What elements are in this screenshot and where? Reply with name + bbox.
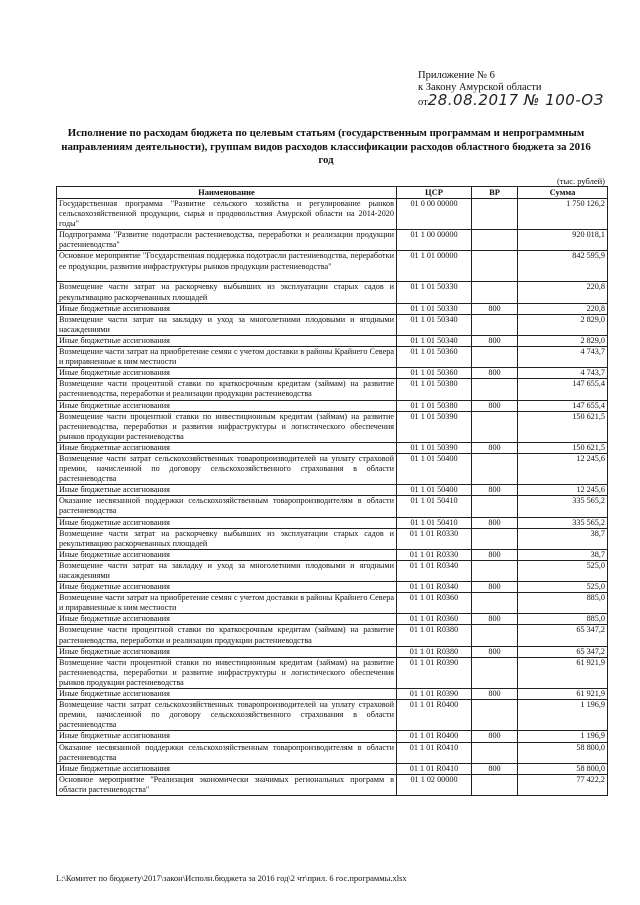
row-vr-code (472, 230, 518, 251)
row-name: Оказание несвязанной поддержки сельскохозяйственным товаропроизводителям в области растениеводства (57, 496, 397, 517)
row-sum: 65 347,2 (518, 646, 608, 657)
row-sum: 1 196,9 (518, 731, 608, 742)
row-vr-code: 800 (472, 303, 518, 314)
row-vr-code (472, 657, 518, 688)
table-row (57, 742, 608, 763)
row-name: Иные бюджетные ассигнования (57, 582, 397, 593)
row-sum: 38,7 (518, 549, 608, 560)
table-row (57, 560, 608, 581)
row-vr-code: 800 (472, 400, 518, 411)
file-path-footer: L:\Комитет по бюджету\2017\закон\Исполн.бюджета за 2016 год\2 чт\прил. 6 гос.программы.xlsx (56, 873, 407, 883)
row-name: Возмещение части затрат сельскохозяйственных товаропроизводителей на уплату страховой премии, начисленной по договору сельскохозяйственного страхования в области растениеводства (57, 700, 397, 731)
row-vr-code (472, 199, 518, 230)
row-csr-code: 01 1 01 50380 (397, 379, 472, 400)
row-sum: 4 743,7 (518, 347, 608, 368)
table-row (57, 199, 608, 230)
row-name: Возмещение части затрат на закладку и уход за многолетними плодовыми и ягодными насаждениями (57, 560, 397, 581)
table-row (57, 303, 608, 314)
row-name: Основное мероприятие "Государственная поддержка подотрасли растениеводства, переработки ее продукции, развития инфраструктуры рынков продукции растениеводства" (57, 251, 397, 282)
row-name: Возмещение части процентной ставки по инвестиционным кредитам (займам) на развитие растениеводства, переработки и развития инфраструктуры и логистического обеспечения рынков продукции растениеводства (57, 411, 397, 442)
row-csr-code: 01 1 01 R0380 (397, 625, 472, 646)
row-vr-code: 800 (472, 368, 518, 379)
table-row (57, 485, 608, 496)
row-name: Государственная программа "Развитие сельского хозяйства и регулирование рынков сельскохозяйственной продукции, сырья и продовольствия Амурской области на 2014-2020 годы" (57, 199, 397, 230)
row-sum: 12 245,6 (518, 453, 608, 484)
row-vr-code (472, 560, 518, 581)
row-sum: 65 347,2 (518, 625, 608, 646)
row-csr-code: 01 1 01 50380 (397, 400, 472, 411)
row-csr-code: 01 1 01 R0340 (397, 582, 472, 593)
row-sum: 920 018,1 (518, 230, 608, 251)
row-csr-code: 01 1 01 50330 (397, 282, 472, 303)
row-csr-code: 01 1 01 R0390 (397, 689, 472, 700)
table-row (57, 282, 608, 303)
table-row (57, 442, 608, 453)
row-name: Возмещение части затрат на раскорчевку выбывших из эксплуатации старых садов и рекультивацию раскорчеванных площадей (57, 282, 397, 303)
row-name: Иные бюджетные ассигнования (57, 689, 397, 700)
row-vr-code: 800 (472, 549, 518, 560)
row-name: Возмещение части процентной ставки по краткосрочным кредитам (займам) на развитие растениеводства, переработки и реализации продукции растениеводства (57, 379, 397, 400)
handwritten-date-number: 28.08.2017 № 100-ОЗ (427, 91, 604, 109)
table-row (57, 625, 608, 646)
table-row (57, 496, 608, 517)
row-sum: 842 595,9 (518, 251, 608, 282)
row-name: Иные бюджетные ассигнования (57, 731, 397, 742)
row-name: Возмещение части затрат на раскорчевку выбывших из эксплуатации старых садов и рекультивацию раскорчеванных площадей (57, 528, 397, 549)
table-row (57, 347, 608, 368)
row-name: Возмещение части затрат сельскохозяйственных товаропроизводителей на уплату страховой премии, начисленной по договору сельскохозяйственного страхования в области растениеводства (57, 453, 397, 484)
row-csr-code: 01 1 01 00000 (397, 251, 472, 282)
row-csr-code: 01 1 01 R0400 (397, 700, 472, 731)
table-row (57, 731, 608, 742)
row-name: Возмещение части затрат на приобретение семян с учетом доставки в районы Крайнего Севера и приравненные к ним местности (57, 347, 397, 368)
document-title: Исполнение по расходам бюджета по целевым статьям (государственным программам и непрограммным направлениям деятельности), группам видов расходов классификации расходов областного бюджета за 2016 год (61, 127, 591, 166)
row-csr-code: 01 1 02 00000 (397, 774, 472, 795)
row-csr-code: 01 1 01 50390 (397, 442, 472, 453)
row-name: Подпрограмма "Развитие подотрасли растениеводства, переработки и реализации продукции растениеводства" (57, 230, 397, 251)
row-sum: 1 750 126,2 (518, 199, 608, 230)
units-label: (тыс. рублей) (556, 176, 605, 186)
row-sum: 150 621,5 (518, 411, 608, 442)
row-csr-code: 01 1 01 50330 (397, 303, 472, 314)
row-csr-code: 01 1 01 R0380 (397, 646, 472, 657)
table-row (57, 400, 608, 411)
row-csr-code: 01 0 00 00000 (397, 199, 472, 230)
row-name: Иные бюджетные ассигнования (57, 303, 397, 314)
row-csr-code: 01 1 01 R0390 (397, 657, 472, 688)
row-name: Иные бюджетные ассигнования (57, 335, 397, 346)
row-sum: 1 196,9 (518, 700, 608, 731)
row-vr-code (472, 528, 518, 549)
row-sum: 2 829,0 (518, 314, 608, 335)
row-vr-code (472, 593, 518, 614)
row-sum: 220,8 (518, 303, 608, 314)
table-row (57, 528, 608, 549)
row-vr-code: 800 (472, 763, 518, 774)
row-name: Иные бюджетные ассигнования (57, 517, 397, 528)
row-csr-code: 01 1 01 R0340 (397, 560, 472, 581)
row-csr-code: 01 1 01 R0410 (397, 763, 472, 774)
row-vr-code (472, 625, 518, 646)
row-sum: 61 921,9 (518, 689, 608, 700)
row-sum: 58 800,0 (518, 742, 608, 763)
row-name: Возмещение части затрат на приобретение семян с учетом доставки в районы Крайнего Севера и приравненные к ним местности (57, 593, 397, 614)
row-csr-code: 01 1 01 R0360 (397, 593, 472, 614)
header-sum: Сумма (518, 187, 608, 199)
table-row (57, 314, 608, 335)
table-row (57, 251, 608, 282)
appendix-date-line (418, 91, 618, 109)
row-sum: 4 743,7 (518, 368, 608, 379)
row-name: Иные бюджетные ассигнования (57, 368, 397, 379)
row-name: Иные бюджетные ассигнования (57, 614, 397, 625)
row-csr-code: 01 1 01 50360 (397, 347, 472, 368)
row-vr-code (472, 251, 518, 282)
table-row (57, 614, 608, 625)
row-name: Иные бюджетные ассигнования (57, 400, 397, 411)
row-vr-code: 800 (472, 517, 518, 528)
header-name: Наименование (57, 187, 397, 199)
row-vr-code (472, 700, 518, 731)
row-sum: 147 655,4 (518, 400, 608, 411)
row-name: Возмещение части затрат на закладку и уход за многолетними плодовыми и ягодными насаждениями (57, 314, 397, 335)
row-vr-code (472, 282, 518, 303)
table-row (57, 335, 608, 346)
row-csr-code: 01 1 01 50410 (397, 496, 472, 517)
table-row (57, 549, 608, 560)
row-csr-code: 01 1 01 50410 (397, 517, 472, 528)
row-sum: 525,0 (518, 582, 608, 593)
row-csr-code: 01 1 00 00000 (397, 230, 472, 251)
row-vr-code (472, 347, 518, 368)
row-csr-code: 01 1 01 50390 (397, 411, 472, 442)
row-sum: 2 829,0 (518, 335, 608, 346)
row-name: Иные бюджетные ассигнования (57, 646, 397, 657)
row-csr-code: 01 1 01 R0330 (397, 528, 472, 549)
row-vr-code (472, 453, 518, 484)
row-sum: 335 565,2 (518, 496, 608, 517)
row-sum: 220,8 (518, 282, 608, 303)
table-row (57, 774, 608, 795)
row-sum: 335 565,2 (518, 517, 608, 528)
row-vr-code (472, 411, 518, 442)
row-vr-code: 800 (472, 689, 518, 700)
row-vr-code (472, 314, 518, 335)
row-csr-code: 01 1 01 50360 (397, 368, 472, 379)
row-sum: 885,0 (518, 593, 608, 614)
appendix-law-reference: к Закону Амурской области (418, 82, 542, 93)
row-csr-code: 01 1 01 R0410 (397, 742, 472, 763)
table-header-row (57, 187, 608, 199)
table-body (57, 199, 608, 796)
table-row (57, 593, 608, 614)
table-row (57, 689, 608, 700)
row-name: Возмещение части процентной ставки по краткосрочным кредитам (займам) на развитие растениеводства, переработки и реализации продукции растениеводства (57, 625, 397, 646)
row-sum: 61 921,9 (518, 657, 608, 688)
table-row (57, 368, 608, 379)
row-vr-code: 800 (472, 335, 518, 346)
row-csr-code: 01 1 01 50400 (397, 453, 472, 484)
appendix-number: Приложение № 6 (418, 70, 495, 81)
row-vr-code (472, 742, 518, 763)
row-csr-code: 01 1 01 50400 (397, 485, 472, 496)
row-vr-code (472, 496, 518, 517)
row-csr-code: 01 1 01 R0330 (397, 549, 472, 560)
row-vr-code: 800 (472, 582, 518, 593)
table-row (57, 379, 608, 400)
table-row (57, 700, 608, 731)
row-name: Иные бюджетные ассигнования (57, 485, 397, 496)
appendix-block (418, 70, 618, 109)
row-sum: 12 245,6 (518, 485, 608, 496)
row-sum: 77 422,2 (518, 774, 608, 795)
row-name: Иные бюджетные ассигнования (57, 442, 397, 453)
row-sum: 38,7 (518, 528, 608, 549)
budget-table (56, 186, 608, 796)
row-sum: 885,0 (518, 614, 608, 625)
table-row (57, 411, 608, 442)
table-row (57, 230, 608, 251)
row-name: Иные бюджетные ассигнования (57, 549, 397, 560)
row-sum: 58 800,0 (518, 763, 608, 774)
header-csr: ЦСР (397, 187, 472, 199)
row-vr-code: 800 (472, 485, 518, 496)
row-csr-code: 01 1 01 50340 (397, 335, 472, 346)
row-name: Основное мероприятие "Реализация экономически значимых региональных программ в области растениеводства" (57, 774, 397, 795)
row-sum: 147 655,4 (518, 379, 608, 400)
row-vr-code (472, 774, 518, 795)
table-row (57, 646, 608, 657)
row-sum: 150 621,5 (518, 442, 608, 453)
row-vr-code: 800 (472, 614, 518, 625)
row-csr-code: 01 1 01 50340 (397, 314, 472, 335)
row-name: Оказание несвязанной поддержки сельскохозяйственным товаропроизводителям в области растениеводства (57, 742, 397, 763)
table-row (57, 763, 608, 774)
table-row (57, 453, 608, 484)
row-csr-code: 01 1 01 R0400 (397, 731, 472, 742)
row-vr-code: 800 (472, 646, 518, 657)
table-row (57, 517, 608, 528)
row-vr-code: 800 (472, 731, 518, 742)
row-sum: 525,0 (518, 560, 608, 581)
row-name: Возмещение части процентной ставки по инвестиционным кредитам (займам) на развитие растениеводства, переработки и развитие инфраструктуры и логистического обеспечения рынков продукции растениеводства (57, 657, 397, 688)
table-row (57, 657, 608, 688)
table-row (57, 582, 608, 593)
row-vr-code: 800 (472, 442, 518, 453)
header-vr: ВР (472, 187, 518, 199)
row-csr-code: 01 1 01 R0360 (397, 614, 472, 625)
appendix-date-prefix: от (418, 97, 428, 108)
row-vr-code (472, 379, 518, 400)
row-name: Иные бюджетные ассигнования (57, 763, 397, 774)
